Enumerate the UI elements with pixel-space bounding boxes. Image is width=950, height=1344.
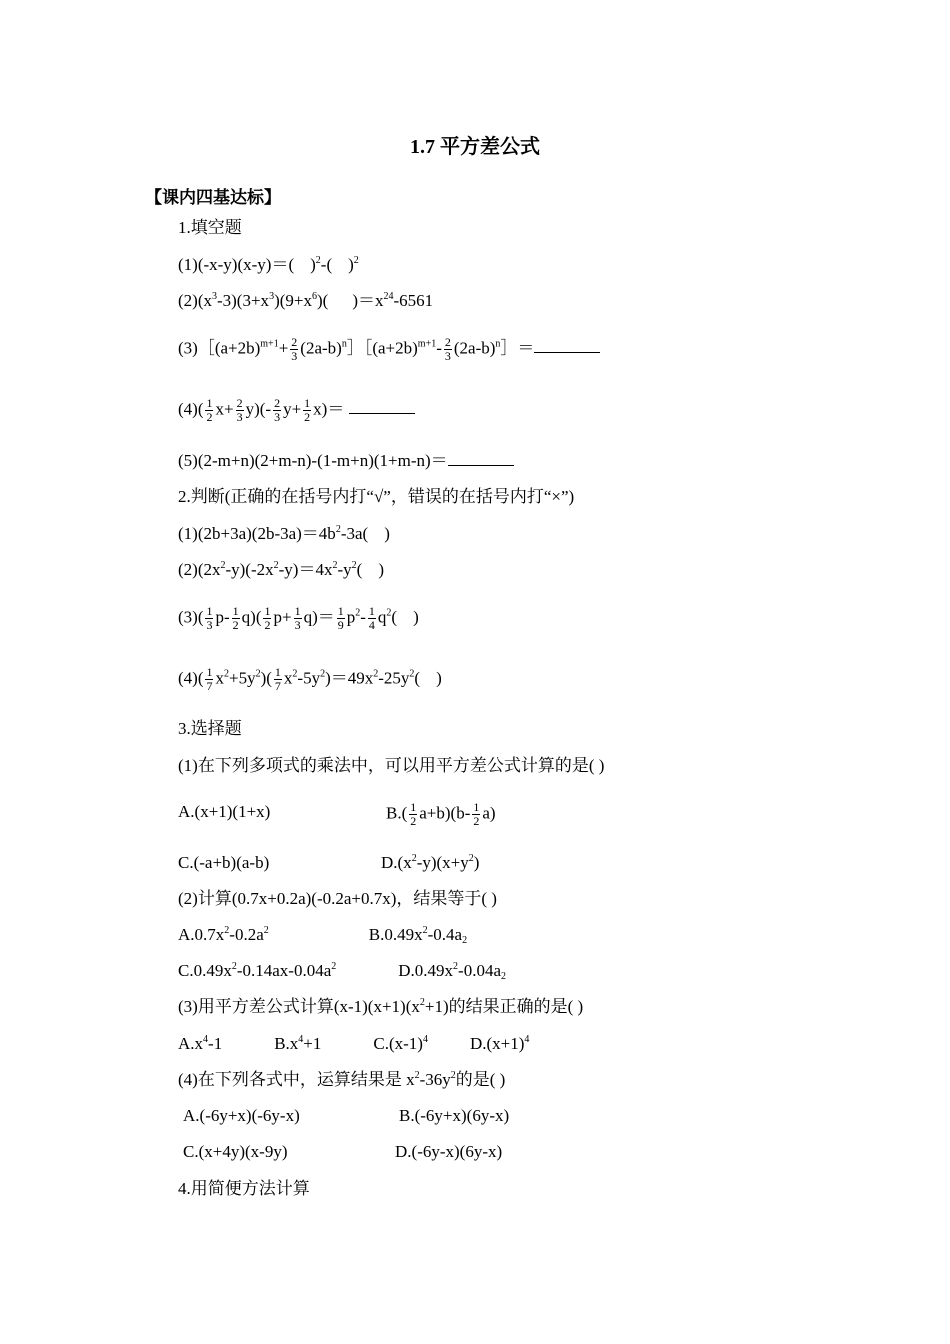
q2-heading: 2.判断(正确的在括号内打“√”，错误的在括号内打“×”): [178, 487, 575, 506]
q3-item-4-option-a: A.(-6y+x)(-6y-x): [183, 1106, 300, 1125]
q1-item-2: $(2)(x^3-3)(3+x^3)(9+x^6)$( )$=x^{24}-6561$: [178, 291, 434, 310]
q1-item-4: (4)( $\frac{1}{2}$ x+ $\frac{2}{3}$ y)(- $\frac{2}{3}$ y+ $\frac{1}{2}$ x)＝: [178, 397, 415, 424]
q2-item-4: (4)( $\frac{1}{7}$ $x^2+5y^2$)( $\frac{1}{7}$ $x^2-5y^2)=49x^2-25y^2$( ): [178, 665, 442, 693]
page-title: 1.7 平方差公式: [410, 136, 540, 158]
q2-item-1: $(1)(2b+3a)(2b-3a)=4b^2-3a$( ): [178, 524, 390, 543]
q3-item-1-option-c: C.(-a+b)(a-b): [178, 853, 270, 872]
q3-item-3: (3)用平方差公式计算$(x-1)(x+1)(x^2+1)$的结果正确的是( ): [178, 997, 584, 1016]
q1-heading: 1.填空题: [178, 218, 242, 237]
section-heading: 【课内四基达标】: [145, 188, 281, 207]
q3-item-4-option-b: B.(-6y+x)(6y-x): [399, 1106, 510, 1125]
q2-item-2: $(2)(2x^2-y)(-2x^2-y)=4x^2-y^2$( ): [178, 560, 384, 579]
q3-item-1: (1)在下列多项式的乘法中，可以用平方差公式计算的是( ): [178, 756, 605, 775]
q3-item-1-option-b: B.( $\frac{1}{2}$ a+b)(b- $\frac{1}{2}$ a): [386, 800, 496, 828]
q3-item-1-option-a: A.(x+1)(1+x): [178, 802, 271, 821]
q3-item-4-option-c: C.(x+4y)(x-9y): [183, 1142, 288, 1161]
q3-item-2-options-cd: $C.0.49x^2-0.14ax-0.04a^2$ $D.0.49x^2-0.04a_2$: [178, 961, 507, 982]
q3-item-4-option-d: D.(-6y-x)(6y-x): [395, 1142, 503, 1161]
q3-item-4-tail: 的是( ): [455, 1070, 506, 1089]
q3-item-3-text: (3)用平方差公式计算(x-1)(x+1)(x: [178, 997, 420, 1016]
q3-item-2: (2)计算(0.7x+0.2a)(-0.2a+0.7x)，结果等于( ): [178, 889, 497, 908]
answer-blank[interactable]: [534, 338, 600, 353]
q3-item-4-text: (4)在下列各式中，运算结果是 x: [178, 1070, 415, 1089]
q3-item-1-option-d: $D.(x^2-y)(x+y^2)$: [381, 853, 480, 872]
q4-heading: 4.用简便方法计算: [178, 1179, 310, 1198]
answer-blank[interactable]: [448, 451, 514, 466]
q3-item-4: (4)在下列各式中，运算结果是 $x^2-36y^2$的是( ): [178, 1070, 506, 1089]
q2-item-3: (3)( $\frac{1}{3}$ p- $\frac{1}{2}$ q)( $\frac{1}{2}$ p+ $\frac{1}{3}$ q)＝ $\frac{1}{9}$ $p^2-$ $\frac{1}{4}$ $q^2$( ): [178, 604, 419, 632]
q3-item-2-options-ab: $A.0.7x^2-0.2a^2$ $B.0.49x^2-0.4a_2$: [178, 925, 468, 946]
q3-item-3-options: $A.x^4-1$ $B.x^4+1$ $C.(x-1)^4$ $D.(x+1)^4$: [178, 1034, 530, 1053]
answer-blank[interactable]: [349, 399, 415, 414]
q3-item-3-tail: +1)的结果正确的是( ): [424, 997, 584, 1016]
q1-item-5: (5)(2-m+n)(2+m-n)-(1-m+n)(1+m-n)＝: [178, 450, 514, 472]
q1-item-1: (1)(-x-y)(x-y)＝( )$^2$-( )$^2$: [178, 255, 359, 274]
q3-heading: 3.选择题: [178, 719, 242, 738]
q1-item-3: $(3)[(a+2b)^{m+1}+$ $\frac{2}{3}$ $(2a-b)^n][(a+2b)^{m+1}-$ $\frac{2}{3}$ $(2a-b)^n]=$: [178, 336, 600, 363]
